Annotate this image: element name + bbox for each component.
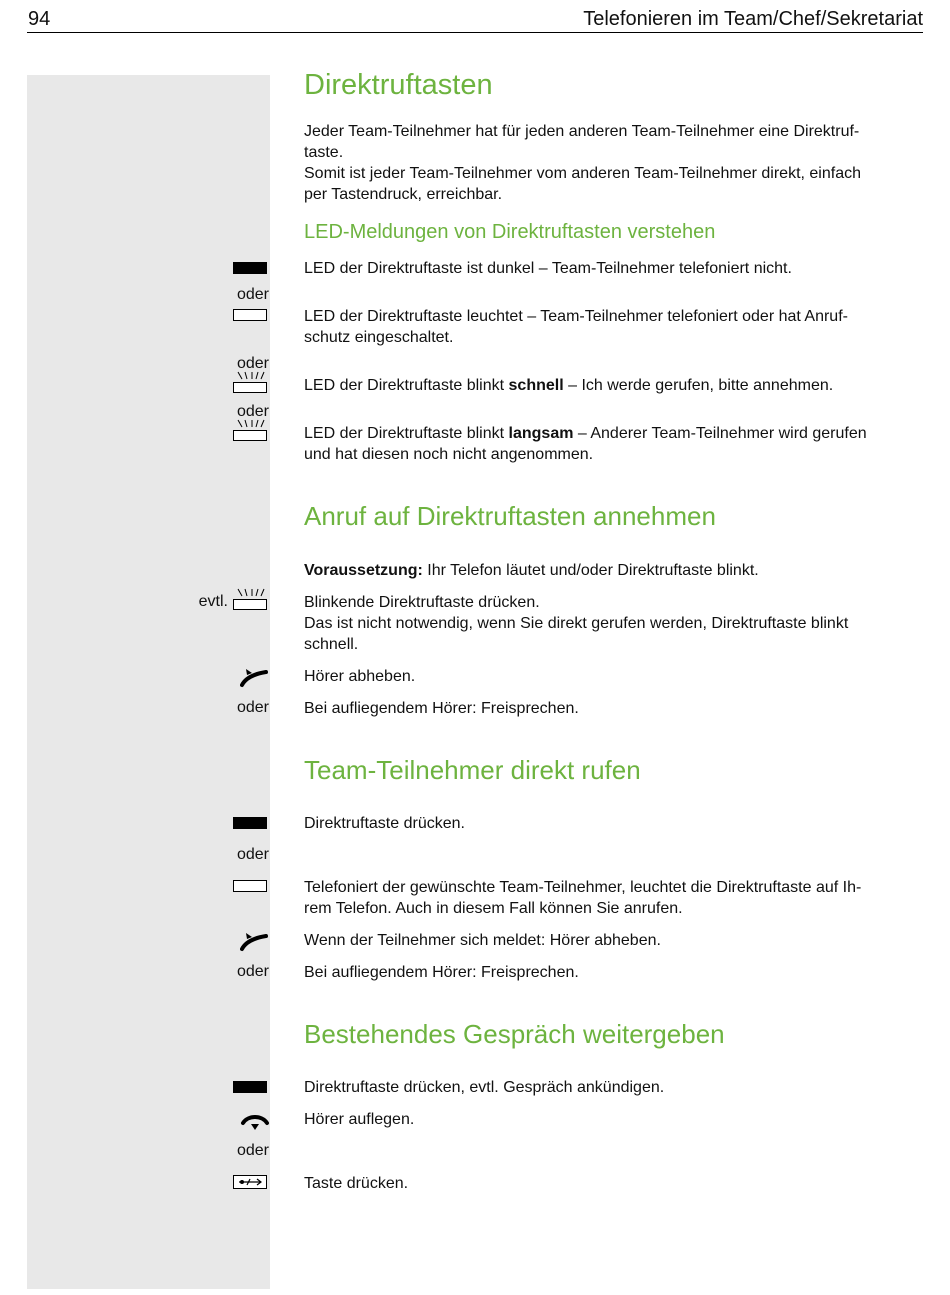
answer-text: Wenn der Teilnehmer sich meldet: Hörer abheben. [304,932,661,949]
handset-lift-icon [240,666,270,688]
prerequisite-text: Voraussetzung: Ihr Telefon läutet und/oder Direktruftaste blinkt. [304,562,759,579]
led-lit-key-icon [233,309,267,321]
led-blinking-key-icon [233,371,267,393]
led-fast-blink-text: LED der Direktruftaste blinkt schnell – Ich werde gerufen, bitte annehmen. [304,377,834,394]
handsfree-text: Bei aufliegendem Hörer: Freisprechen. [304,964,579,981]
header-rule [27,32,923,33]
press-announce-text: Direktruftaste drücken, evtl. Gespräch ankündigen. [304,1079,665,1096]
press-key-text: Taste drücken. [304,1175,409,1192]
section-title-anruf-annehmen: Anruf auf Direktruftasten annehmen [304,501,716,531]
led-dark-text: LED der Direktruftaste ist dunkel – Team-Teilnehmer telefoniert nicht. [304,260,792,277]
intro-line-3: Somit ist jeder Team-Teilnehmer vom anderen Team-Teilnehmer direkt, einfach [304,165,861,182]
optional-label: evtl. [198,593,228,610]
margin-column [27,75,270,1289]
intro-line-1: Jeder Team-Teilnehmer hat für jeden anderen Team-Teilnehmer eine Direktruf- [304,123,860,140]
transfer-key-icon [233,1175,267,1189]
busy-text-1: Telefoniert der gewünschte Team-Teilnehmer, leuchtet die Direktruftaste auf Ih- [304,879,862,896]
led-on-text-1: LED der Direktruftaste leuchtet – Team-Teilnehmer telefoniert oder hat Anruf- [304,308,848,325]
led-dark-key-icon [233,817,267,829]
or-label: oder [236,355,269,372]
or-label: oder [236,1142,269,1159]
section-title-direktruftasten: Direktruftasten [304,69,493,101]
intro-line-2: taste. [304,144,344,161]
led-dark-key-icon [233,262,267,274]
blink-press-text-1: Blinkende Direktruftaste drücken. [304,594,540,611]
led-lit-key-icon [233,880,267,892]
led-slow-blink-text-2: und hat diesen noch nicht angenommen. [304,446,594,463]
or-label: oder [236,403,269,420]
or-label: oder [236,963,269,980]
section-title-weitergeben: Bestehendes Gespräch weitergeben [304,1019,725,1049]
or-label: oder [236,286,269,303]
intro-line-4: per Tastendruck, erreichbar. [304,186,503,203]
handset-hangup-icon [240,1110,270,1132]
blink-press-text-3: schnell. [304,636,359,653]
led-slow-blink-text-1: LED der Direktruftaste blinkt langsam – Anderer Team-Teilnehmer wird gerufen [304,425,867,442]
or-label: oder [236,699,269,716]
hangup-text: Hörer auflegen. [304,1111,415,1128]
section-title-direkt-rufen: Team-Teilnehmer direkt rufen [304,755,641,785]
led-on-text-2: schutz eingeschaltet. [304,329,454,346]
running-title: Telefonieren im Team/Chef/Sekretariat [583,8,923,30]
led-dark-key-icon [233,1081,267,1093]
led-blinking-key-icon [233,588,267,610]
handset-lift-icon [240,930,270,952]
or-label: oder [236,846,269,863]
blink-press-text-2: Das ist nicht notwendig, wenn Sie direkt gerufen werden, Direktruftaste blinkt [304,615,849,632]
busy-text-2: rem Telefon. Auch in diesem Fall können Sie anrufen. [304,900,683,917]
led-blinking-key-icon [233,419,267,441]
lift-handset-text: Hörer abheben. [304,668,416,685]
subsection-title-led: LED-Meldungen von Direktruftasten verstehen [304,221,716,243]
page-number: 94 [28,8,51,30]
handsfree-text: Bei aufliegendem Hörer: Freisprechen. [304,700,579,717]
press-key-text: Direktruftaste drücken. [304,815,465,832]
